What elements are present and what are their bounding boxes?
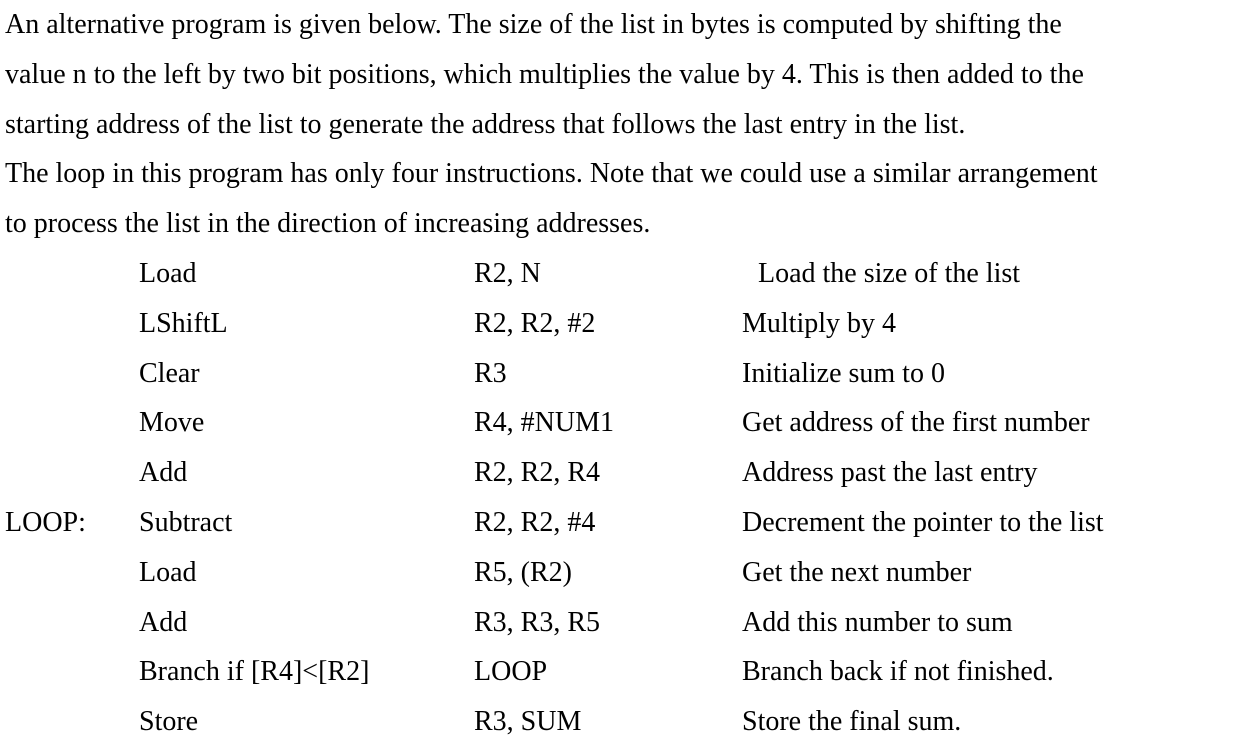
instruction-operands: R3, R3, R5 (474, 606, 601, 638)
instruction-comment: Load the size of the list (758, 257, 1021, 289)
program-row (5, 299, 1252, 349)
instruction-operands: R4, #NUM1 (474, 407, 615, 439)
program-row (5, 448, 1252, 498)
program-row (5, 548, 1252, 598)
instruction-operands: R3 (474, 357, 507, 389)
program-row (5, 398, 1252, 448)
program-row (5, 647, 1252, 697)
program-row (5, 249, 1252, 299)
text-line: The loop in this program has only four instructions. Note that we could use a similar arrangement (5, 158, 1098, 190)
text-line: starting address of the list to generate the address that follows the last entry in the list. (5, 108, 966, 140)
instruction-opcode: Branch if [R4]<[R2] (139, 656, 370, 688)
instruction-opcode: Add (139, 606, 188, 638)
instruction-operands: R2, N (474, 257, 541, 289)
instruction-comment: Multiply by 4 (742, 307, 897, 339)
instruction-comment: Decrement the pointer to the list (742, 506, 1104, 538)
paragraph-intro (5, 0, 1252, 149)
instruction-operands: LOOP (474, 656, 548, 688)
instruction-operands: R2, R2, #4 (474, 506, 596, 538)
instruction-opcode: Clear (139, 357, 200, 389)
instruction-opcode: Move (139, 407, 205, 439)
program-row (5, 598, 1252, 648)
instruction-operands: R5, (R2) (474, 556, 572, 588)
instruction-label: LOOP: (5, 506, 86, 538)
text-line: An alternative program is given below. The size of the list in bytes is computed by shifting the (5, 9, 1062, 40)
instruction-comment: Address past the last entry (742, 457, 1038, 489)
paragraph-loop-note (5, 149, 1252, 249)
instruction-opcode: Add (139, 457, 188, 489)
instruction-operands: R2, R2, R4 (474, 457, 601, 489)
instruction-comment: Get address of the first number (742, 407, 1090, 439)
program-row (5, 697, 1252, 747)
program-listing (5, 249, 1252, 747)
instruction-opcode: LShiftL (139, 307, 228, 339)
instruction-comment: Branch back if not finished. (742, 656, 1054, 688)
text-line: to process the list in the direction of increasing addresses. (5, 208, 651, 240)
instruction-operands: R3, SUM (474, 706, 582, 738)
instruction-comment: Get the next number (742, 556, 972, 588)
program-row (5, 498, 1252, 548)
instruction-comment: Store the final sum. (742, 706, 962, 738)
text-line: value n to the left by two bit positions, which multiplies the value by 4. This is then added to the (5, 58, 1084, 90)
instruction-operands: R2, R2, #2 (474, 307, 596, 339)
instruction-comment: Add this number to sum (742, 606, 1013, 638)
document-body (5, 0, 1252, 747)
instruction-comment: Initialize sum to 0 (742, 357, 945, 389)
program-row (5, 349, 1252, 399)
instruction-opcode: Store (139, 706, 199, 738)
instruction-opcode: Subtract (139, 506, 233, 538)
instruction-opcode: Load (139, 257, 197, 289)
instruction-opcode: Load (139, 556, 197, 588)
